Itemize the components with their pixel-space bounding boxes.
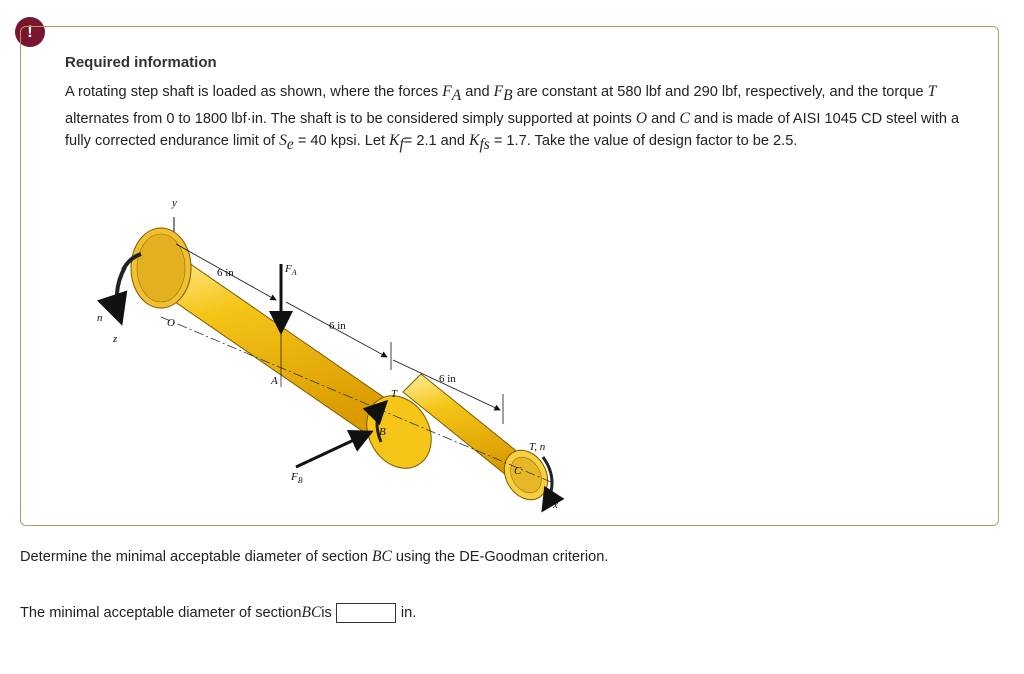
problem-statement: A rotating step shaft is loaded as shown, where the forces $F_A$ and $F_B$ are constant at 580 lbf and 290 lbf, respectively, and the torque T alternates from 0 to 1800 lbf·in. The shaft is to be considered simply supported at points O and C and is made of AISI 1045 CD steel with a fully corrected endurance limit of $S_e = 40$ kpsi. Let $K_f= 2.1$ and $K_{fs} = 1.7$. Take the value of design factor to be 2.5. xyxy=(65,83,960,153)
fb-label: $F_B$ xyxy=(291,471,303,485)
tn-label: T, n xyxy=(529,441,546,453)
x-axis-label: x xyxy=(553,499,558,511)
y-axis-label: y xyxy=(172,197,177,209)
dim3-label: 6 in xyxy=(439,373,456,385)
point-o-label: O xyxy=(167,317,175,329)
fa-label: $F_A$ xyxy=(285,263,297,277)
answer-line: The minimal acceptable diameter of section BC is in. xyxy=(20,604,417,621)
question-text: Determine the minimal acceptable diameter of section BC using the DE-Goodman criterion. xyxy=(20,548,609,565)
dim2-label: 6 in xyxy=(329,320,346,332)
info-title: Required information xyxy=(65,54,217,71)
required-info-panel xyxy=(20,26,999,526)
unit-label: in. xyxy=(400,605,417,621)
point-a-label: A xyxy=(271,375,278,387)
diameter-answer-input[interactable] xyxy=(336,603,396,623)
alert-icon: ! xyxy=(15,17,45,47)
shaft-diagram xyxy=(81,192,581,527)
point-c-label: C xyxy=(514,465,522,477)
point-b-label: B xyxy=(379,426,386,438)
dim1-label: 6 in xyxy=(217,267,234,279)
n-left-label: n xyxy=(97,312,103,324)
z-axis-label: z xyxy=(113,333,118,345)
torque-t-label: T xyxy=(391,388,398,400)
